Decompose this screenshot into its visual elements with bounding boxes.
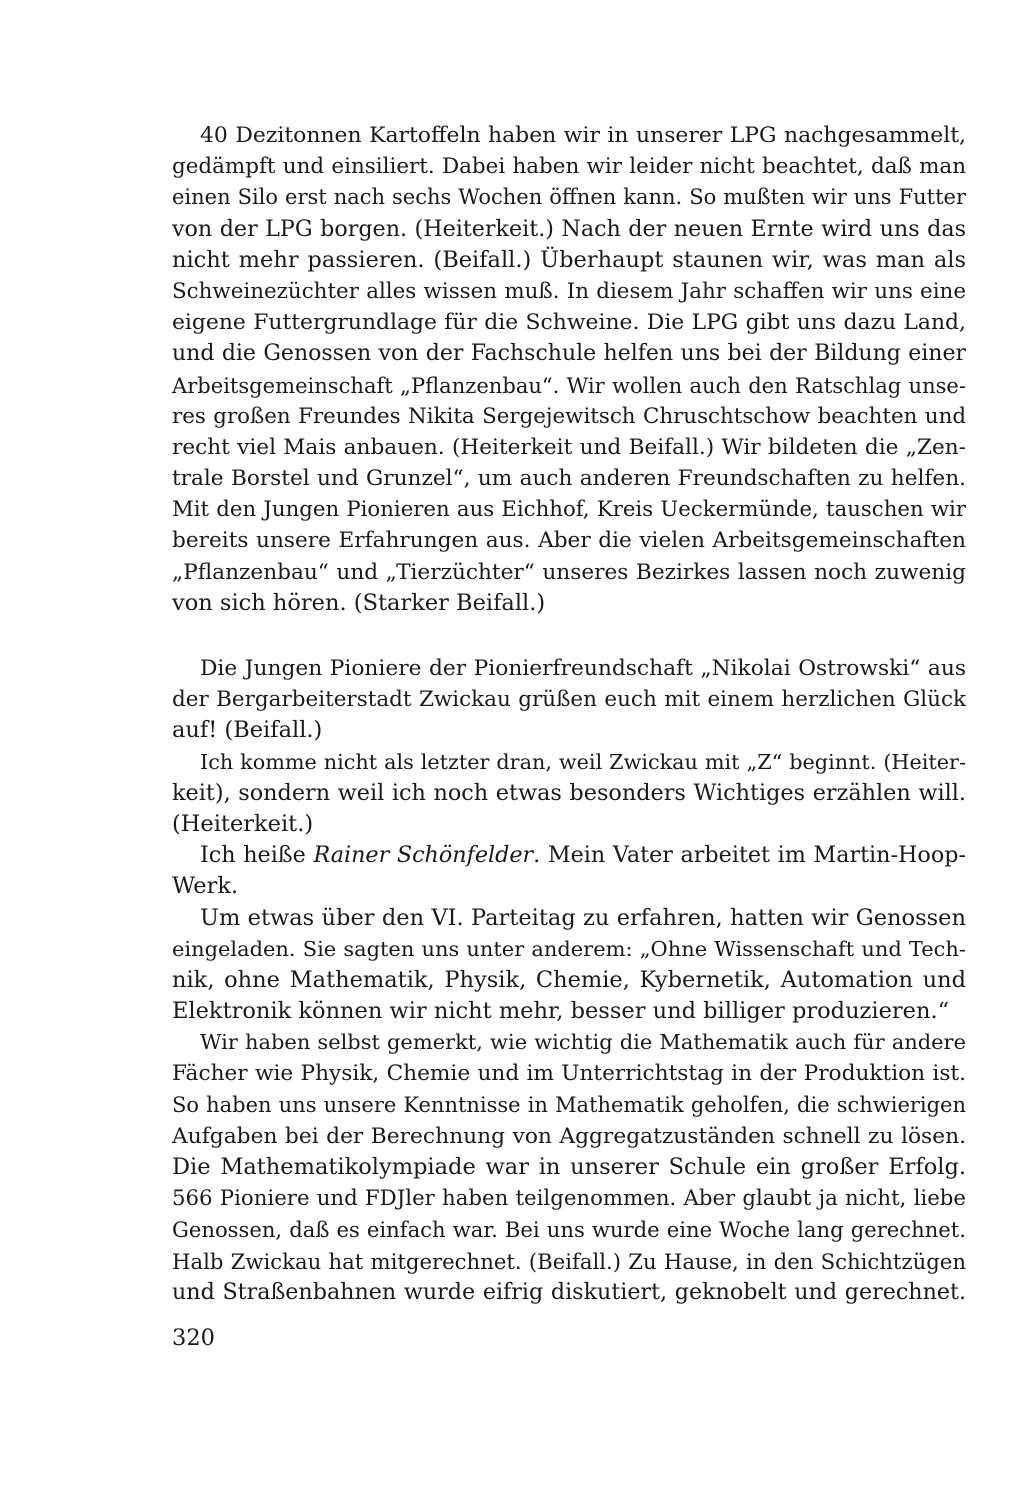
text-line: trale Borstel und Grunzel“, um auch anderen Freundschaften zu helfen. (172, 466, 966, 492)
text-line: und Straßenbahnen wurde eifrig diskutiert, geknobelt und gerechnet. (172, 1278, 966, 1305)
text-line: gedämpft und einsiliert. Dabei haben wir leider nicht beachtet, daß man (172, 154, 966, 180)
text-line: Mit den Jungen Pionieren aus Eichhof, Kreis Ueckermünde, tauschen wir (172, 497, 966, 523)
text-line: Die Jungen Pioniere der Pionierfreundschaft „Nikolai Ostrowski“ aus (200, 656, 966, 681)
paragraph-block-2 (172, 653, 966, 1308)
text-line: Wir haben selbst gemerkt, wie wichtig die Mathematik auch für andere (200, 1030, 966, 1055)
text-line: eingeladen. Sie sagten uns unter anderem: „Ohne Wissenschaft und Tech- (172, 936, 966, 961)
text-line: bereits unsere Erfahrungen aus. Aber die vielen Arbeitsgemeinschaften (172, 528, 966, 554)
text-fragment: . Mein Vater arbeitet im Martin-Hoop- (533, 842, 966, 869)
text-line: Die Mathematikolympiade war in unserer Schule ein großer Erfolg. (172, 1154, 966, 1180)
text-line: einen Silo erst nach sechs Wochen öffnen kann. So mußten wir uns Futter (172, 185, 966, 210)
text-line: nicht mehr passieren. (Beifall.) Überhaupt staunen wir, was man als (172, 246, 966, 273)
text-line: Um etwas über den VI. Parteitag zu erfahren, hatten wir Genossen (200, 904, 966, 931)
person-name: Rainer Schönfelder (313, 842, 534, 869)
page-number: 320 (172, 1325, 215, 1351)
text-line: (Heiterkeit.) (172, 810, 314, 837)
text-line: Halb Zwickau hat mitgerechnet. (Beifall.) Zu Hause, in den Schichtzügen (172, 1248, 966, 1274)
text-line: Fächer wie Physik, Chemie und im Unterrichtstag in der Produktion ist. (172, 1061, 966, 1087)
text-line: eigene Futtergrundlage für die Schweine. Die LPG gibt uns dazu Land, (172, 310, 966, 336)
text-line: Ich komme nicht als letzter dran, weil Zwickau mit „Z“ beginnt. (Heiter- (200, 749, 966, 774)
paragraph-block-1 (172, 120, 966, 619)
text-line (172, 840, 966, 871)
text-fragment: Ich heiße (200, 842, 314, 869)
text-line: 40 Dezitonnen Kartoffeln haben wir in unserer LPG nachgesammelt, (200, 123, 966, 148)
text-line: recht viel Mais anbauen. (Heiterkeit und Beifall.) Wir bildeten die „Zen- (172, 434, 966, 460)
text-line: nik, ohne Mathematik, Physik, Chemie, Kybernetik, Automation und (172, 966, 966, 993)
text-line: Arbeitsgemeinschaft „Pflanzenbau“. Wir wollen auch den Ratschlag unse- (172, 372, 966, 398)
text-line: keit), sondern weil ich noch etwas besonders Wichtiges erzählen will. (172, 779, 966, 806)
text-line: Genossen, daß es einfach war. Bei uns wurde eine Woche lang gerechnet. (172, 1217, 966, 1243)
text-line: der Bergarbeiterstadt Zwickau grüßen euch mit einem herzlichen Glück (172, 687, 966, 713)
text-line: von der LPG borgen. (Heiterkeit.) Nach der neuen Ernte wird uns das (172, 215, 966, 242)
text-line: und die Genossen von der Fachschule helfen uns bei der Bildung einer (172, 341, 966, 367)
text-line: „Pflanzenbau“ und „Tierzüchter“ unseres Bezirkes lassen noch zuwenig (172, 559, 966, 585)
text-line: von sich hören. (Starker Beifall.) (172, 589, 546, 616)
text-line: res großen Freundes Nikita Sergejewitsch Chruschtschow beachten und (172, 403, 966, 429)
text-line: Werk. (172, 873, 239, 900)
text-line: Elektronik können wir nicht mehr, besser und billiger produzieren.“ (172, 998, 950, 1025)
text-line: Aufgaben bei der Berechnung von Aggregatzuständen schnell zu lösen. (172, 1123, 966, 1149)
text-line: auf! (Beifall.) (172, 717, 323, 744)
text-line: So haben uns unsere Kenntnisse in Mathematik geholfen, die schwierigen (172, 1092, 966, 1117)
text-line: 566 Pioniere und FDJler haben teilgenommen. Aber glaubt ja nicht, liebe (172, 1186, 966, 1212)
text-line: Schweinezüchter alles wissen muß. In diesem Jahr schaffen wir uns eine (172, 278, 966, 304)
